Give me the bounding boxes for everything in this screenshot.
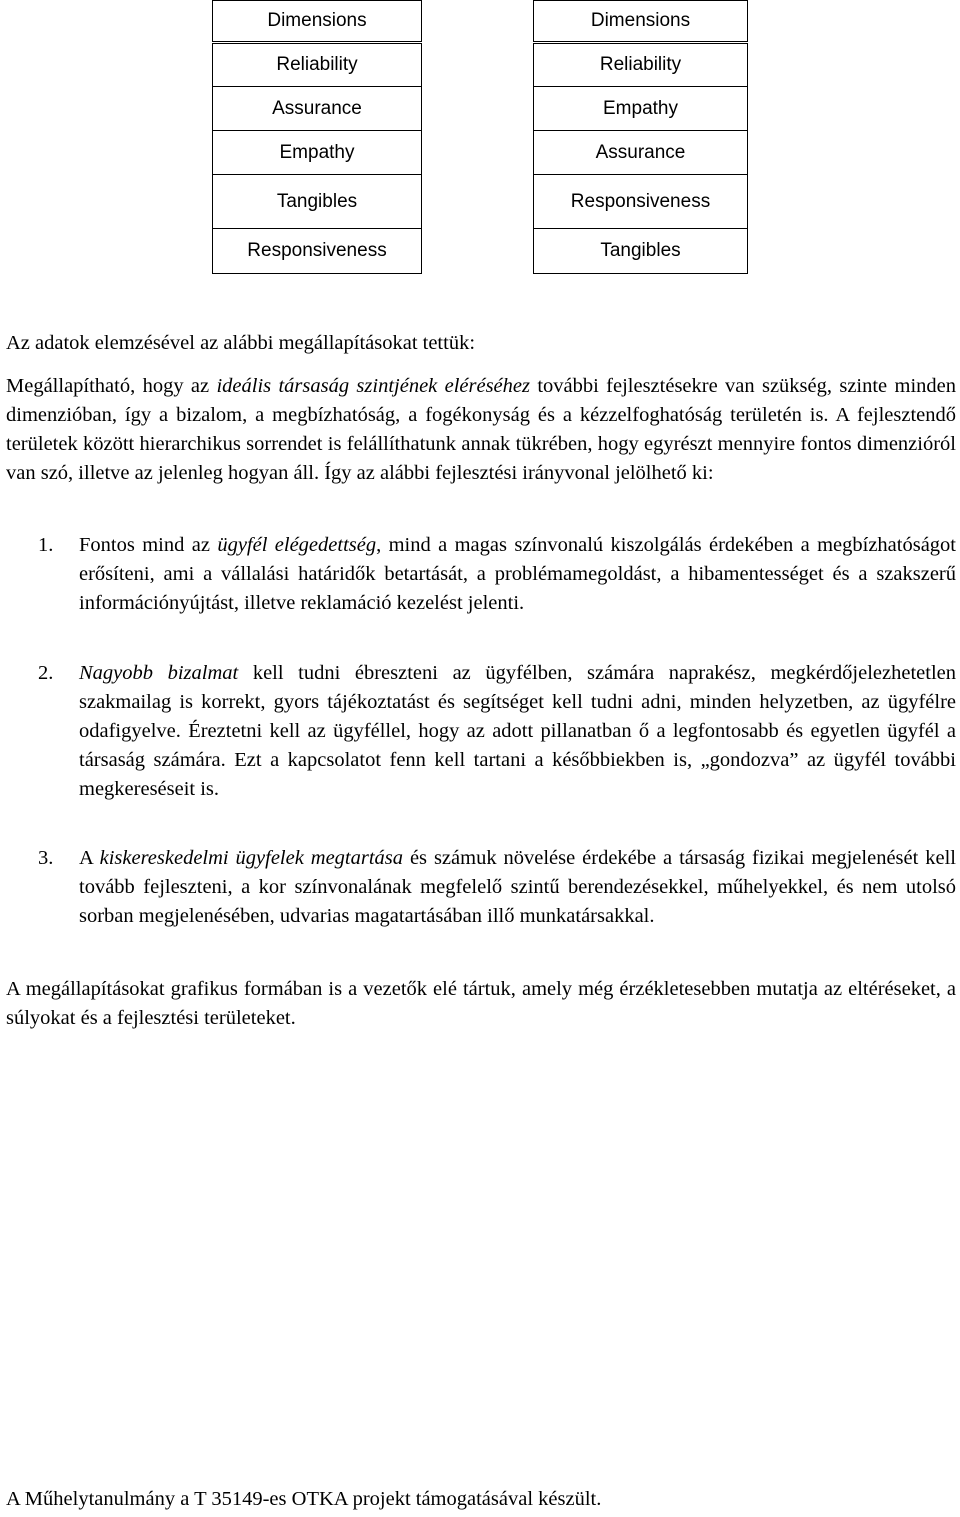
list-text: kell tudni ébreszteni az ügyfélben, számára naprakész, megkérdőjelezhetetlen szakmailag is korrekt, gyors tájékoztatást és segítséget kell tudni adni, minden helyzetben, az ügyfélre odafigyelve. Éreztetni kell az ügyféllel, hogy az adott pillanatban ő a legfontosabb és egyetlen ügyfél a társaság számára. Ezt a kapcsolatot fenn kell tartani a későbbiekben is, „gondozva” az ügyfél további megkereséseit is.	[79, 662, 956, 800]
findings-paragraph	[6, 372, 956, 488]
list-emphasis: ügyfél elégedettség	[217, 534, 377, 556]
table-cell: Empathy	[534, 87, 748, 131]
para-text: Megállapítható, hogy az	[6, 375, 217, 397]
list-text: és számuk növelése érdekébe a társaság fizikai megjelenését kell tovább fejleszteni, a kor színvonalának megfelelő szintű berendezésekkel, műhelyekkel, és nem utolsó sorban megjelenésében, udvarias magatartásában illő munkatársakkal.	[79, 847, 956, 927]
intro-text: Az adatok elemzésével az alábbi megállapításokat tettük:	[6, 332, 476, 354]
table-cell: Tangibles	[213, 175, 422, 229]
closing-text: A megállapításokat grafikus formában is a vezetők elé tártuk, amely még érzékletesebben mutatja az eltéréseket, a súlyokat és a fejlesztési területeket.	[6, 978, 956, 1029]
para-text: további fejlesztésekre van szükség, szinte minden dimenzióban, így a bizalom, a megbízhatóság, a fogékonyság és a kézzelfoghatóság területén is. A fejlesztendő területek között hierarchikus sorrendet is felállíthatunk annak tükrében, hogy egyrészt mennyire fontos dimenzióról van szó, illetve az jelenleg hogyan áll. Így az alábbi fejlesztési irányvonal jelölhető ki:	[6, 375, 956, 484]
list-text: , mind a magas színvonalú kiszolgálás érdekében a megbízhatóságot erősíteni, ami a vállalási határidők betartását, a problémamegoldást, a hibamentességet és a szakszerű információnyújtást, illetve reklamáció kezelést jelenti.	[79, 534, 956, 614]
closing-paragraph	[6, 975, 956, 1033]
list-text: A	[79, 847, 100, 869]
table-cell: Empathy	[213, 131, 422, 175]
table-header: Dimensions	[213, 1, 422, 43]
table-cell: Reliability	[534, 43, 748, 87]
list-emphasis: Nagyobb bizalmat	[79, 662, 239, 684]
table-cell: Responsiveness	[534, 175, 748, 229]
footer-note: A Műhelytanulmány a T 35149-es OTKA projekt támogatásával készült.	[6, 1488, 602, 1510]
list-number: 1.	[38, 534, 54, 556]
table-cell: Assurance	[534, 131, 748, 175]
list-number: 2.	[38, 662, 54, 684]
list-item	[6, 659, 956, 804]
table-cell: Reliability	[213, 43, 422, 87]
list-item	[6, 844, 956, 931]
list-emphasis: kiskereskedelmi ügyfelek megtartása	[99, 847, 404, 869]
list-number: 3.	[38, 847, 54, 869]
table-cell: Assurance	[213, 87, 422, 131]
table-cell: Responsiveness	[213, 229, 422, 274]
table-cell: Tangibles	[534, 229, 748, 274]
list-text: Fontos mind az	[79, 534, 218, 556]
para-emphasis: ideális társaság szintjének eléréséhez	[216, 375, 530, 397]
dimensions-table-left	[212, 0, 422, 274]
dimensions-table-right	[533, 0, 748, 274]
list-item	[6, 531, 956, 618]
table-header: Dimensions	[534, 1, 748, 43]
